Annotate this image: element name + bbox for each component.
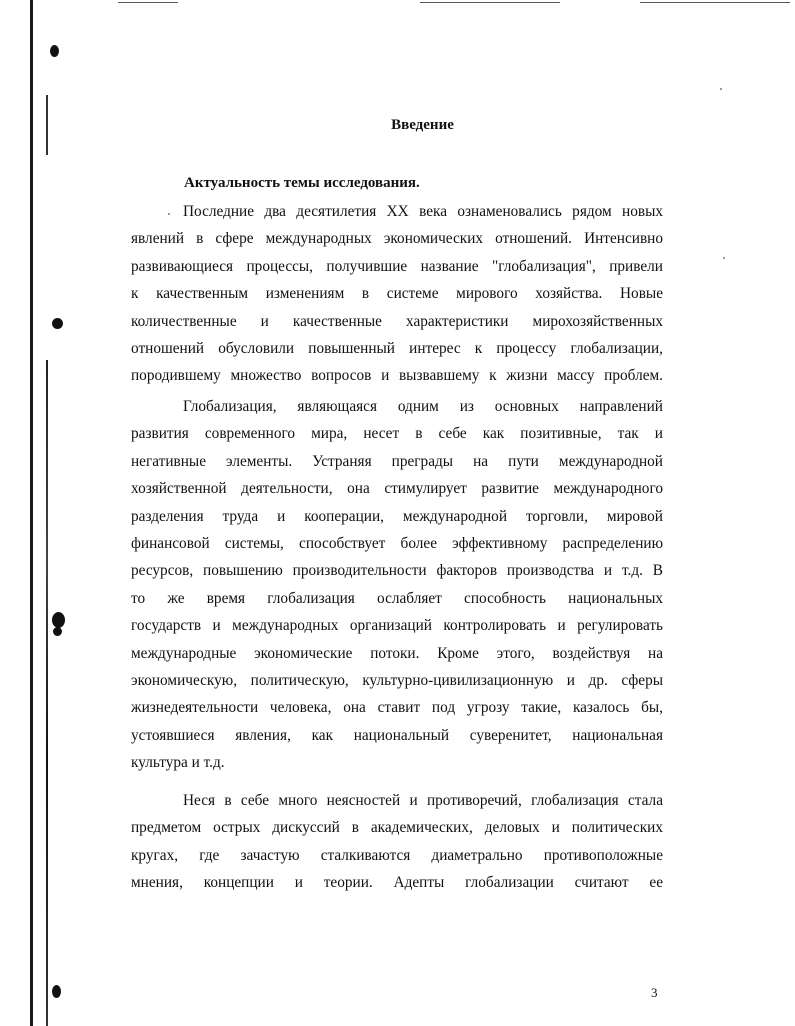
scan-top-rule [420, 2, 560, 3]
punch-hole-mark [52, 612, 65, 628]
text-line: то же время глобализация ослабляет способность национальных [131, 589, 663, 607]
text-line: Последние два десятилетия XX века ознаменовались рядом новых [183, 203, 663, 220]
text-line: государств и международных организаций контролировать и регулировать [131, 617, 663, 635]
scan-binding-shadow [46, 360, 48, 1026]
text-line: кругах, где зачастую сталкиваются диаметрально противоположные [131, 846, 663, 864]
scan-top-rule [640, 2, 790, 3]
section-heading: Актуальность темы исследования. [184, 175, 420, 191]
scan-binding-edge [30, 0, 33, 1026]
text-line: развития современного мира, несет в себе как позитивные, так и [131, 425, 663, 443]
text-line: хозяйственной деятельности, она стимулирует развитие международного [131, 480, 663, 498]
scan-top-rule [118, 2, 178, 3]
text-line: ресурсов, повышению производительности факторов производства и т.д. В [131, 562, 663, 580]
text-line: разделения труда и кооперации, международной торговли, мировой [131, 507, 663, 525]
scan-speck [723, 257, 725, 259]
page-title: Введение [391, 117, 454, 133]
text-line: к качественным изменениям в системе мирового хозяйства. Новые [131, 285, 663, 303]
text-line: финансовой системы, способствует более эффективному распределению [131, 534, 663, 552]
text-line: количественные и качественные характеристики мирохозяйственных [131, 312, 663, 330]
punch-hole-mark [50, 45, 59, 57]
punch-hole-mark [52, 318, 63, 329]
text-line: жизнедеятельности человека, она ставит под угрозу такие, казалось бы, [131, 699, 663, 717]
text-line: явлений в сфере международных экономических отношений. Интенсивно [131, 230, 663, 248]
paragraph-1 [131, 198, 663, 390]
paragraph-3 [131, 787, 663, 897]
text-line: экономическую, политическую, культурно-цивилизационную и др. сферы [131, 671, 663, 689]
punch-hole-mark [52, 985, 61, 998]
text-line: породившему множество вопросов и вызвавшему к жизни массу проблем. [131, 367, 663, 385]
text-line: мнения, концепции и теории. Адепты глобализации считают ее [131, 874, 663, 892]
text-line: Глобализация, являющаяся одним из основных направлений [183, 398, 663, 415]
text-line: предметом острых дискуссий в академических, деловых и политических [131, 819, 663, 837]
text-line: отношений обусловили повышенный интерес к процессу глобализации, [131, 339, 663, 357]
text-line: устоявшиеся явления, как национальный суверенитет, национальная [131, 726, 663, 744]
text-line: развивающиеся процессы, получившие название "глобализация", привели [131, 257, 663, 275]
text-line: Неся в себе много неясностей и противоречий, глобализация стала [183, 792, 663, 809]
text-line: культура и т.д. [131, 754, 225, 772]
punch-hole-mark [53, 627, 62, 636]
text-line: негативные элементы. Устраняя преграды на пути международной [131, 452, 663, 470]
scan-speck [720, 88, 722, 90]
paragraph-2 [131, 393, 663, 776]
text-line: международные экономические потоки. Кроме этого, воздействуя на [131, 644, 663, 662]
page-number: 3 [651, 985, 658, 1000]
